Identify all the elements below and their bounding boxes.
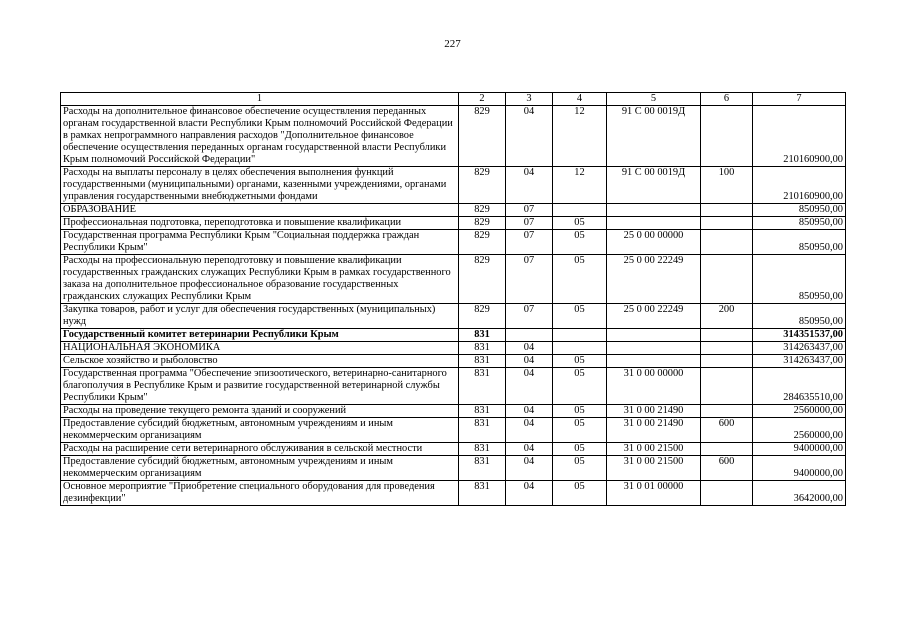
row-section-cell: 04	[506, 342, 553, 355]
row-subsection-cell	[553, 342, 607, 355]
row-sum-cell: 210160900,00	[753, 167, 846, 204]
table-row	[61, 167, 846, 204]
header-cell: 4	[553, 93, 607, 106]
row-subsection-cell: 05	[553, 217, 607, 230]
row-target-article-cell: 25 0 00 00000	[607, 230, 701, 255]
row-expense-type-cell	[701, 355, 753, 368]
row-grbs-cell: 829	[459, 106, 506, 167]
row-name-cell: Закупка товаров, работ и услуг для обеспечения государственных (муниципальных) нужд	[61, 304, 459, 329]
table-row	[61, 342, 846, 355]
table-row	[61, 368, 846, 405]
header-cell: 5	[607, 93, 701, 106]
row-subsection-cell: 05	[553, 481, 607, 506]
row-name-cell: Основное мероприятие "Приобретение специального оборудования для проведения дезинфекции"	[61, 481, 459, 506]
row-grbs-cell: 831	[459, 368, 506, 405]
row-expense-type-cell: 200	[701, 304, 753, 329]
row-target-article-cell: 91 С 00 0019Д	[607, 106, 701, 167]
row-sum-cell: 850950,00	[753, 204, 846, 217]
row-section-cell: 04	[506, 368, 553, 405]
row-grbs-cell: 831	[459, 405, 506, 418]
row-section-cell: 04	[506, 481, 553, 506]
row-expense-type-cell	[701, 255, 753, 304]
header-cell: 2	[459, 93, 506, 106]
row-target-article-cell: 91 С 00 0019Д	[607, 167, 701, 204]
row-subsection-cell: 12	[553, 106, 607, 167]
row-expense-type-cell	[701, 443, 753, 456]
row-target-article-cell	[607, 342, 701, 355]
row-target-article-cell	[607, 204, 701, 217]
row-grbs-cell: 829	[459, 217, 506, 230]
row-subsection-cell: 05	[553, 405, 607, 418]
row-name-cell: Предоставление субсидий бюджетным, автономным учреждениям и иным некоммерческим организациям	[61, 418, 459, 443]
row-target-article-cell	[607, 329, 701, 342]
row-target-article-cell	[607, 355, 701, 368]
row-subsection-cell: 05	[553, 368, 607, 405]
row-grbs-cell: 831	[459, 481, 506, 506]
table-row	[61, 443, 846, 456]
header-row	[61, 93, 846, 106]
row-subsection-cell: 12	[553, 167, 607, 204]
row-expense-type-cell	[701, 368, 753, 405]
row-name-cell: Расходы на выплаты персоналу в целях обеспечения выполнения функций государственными (муниципальными) органами, казенными учреждениями, органами управления государственными внебюджетными фондами	[61, 167, 459, 204]
table-row	[61, 418, 846, 443]
row-sum-cell: 850950,00	[753, 230, 846, 255]
row-subsection-cell: 05	[553, 355, 607, 368]
row-name-cell: Предоставление субсидий бюджетным, автономным учреждениям и иным некоммерческим организациям	[61, 456, 459, 481]
row-subsection-cell: 05	[553, 418, 607, 443]
row-expense-type-cell	[701, 342, 753, 355]
row-sum-cell: 3642000,00	[753, 481, 846, 506]
header-cell: 3	[506, 93, 553, 106]
row-section-cell: 04	[506, 456, 553, 481]
row-sum-cell: 850950,00	[753, 217, 846, 230]
row-sum-cell: 9400000,00	[753, 456, 846, 481]
row-grbs-cell: 831	[459, 329, 506, 342]
row-sum-cell: 314351537,00	[753, 329, 846, 342]
row-subsection-cell: 05	[553, 255, 607, 304]
row-target-article-cell: 31 0 00 21500	[607, 443, 701, 456]
row-name-cell: НАЦИОНАЛЬНАЯ ЭКОНОМИКА	[61, 342, 459, 355]
row-expense-type-cell	[701, 481, 753, 506]
row-target-article-cell: 31 0 00 21500	[607, 456, 701, 481]
row-section-cell: 04	[506, 355, 553, 368]
row-target-article-cell: 31 0 00 00000	[607, 368, 701, 405]
row-section-cell: 04	[506, 405, 553, 418]
row-name-cell: Сельское хозяйство и рыболовство	[61, 355, 459, 368]
row-name-cell: Профессиональная подготовка, переподготовка и повышение квалификации	[61, 217, 459, 230]
table-row	[61, 106, 846, 167]
row-section-cell: 04	[506, 443, 553, 456]
table-row	[61, 456, 846, 481]
row-target-article-cell	[607, 217, 701, 230]
row-section-cell: 07	[506, 230, 553, 255]
row-target-article-cell: 25 0 00 22249	[607, 255, 701, 304]
row-name-cell: ОБРАЗОВАНИЕ	[61, 204, 459, 217]
row-subsection-cell: 05	[553, 443, 607, 456]
header-cell: 7	[753, 93, 846, 106]
row-expense-type-cell	[701, 230, 753, 255]
row-target-article-cell: 31 0 00 21490	[607, 418, 701, 443]
row-grbs-cell: 829	[459, 304, 506, 329]
table-row	[61, 355, 846, 368]
row-subsection-cell: 05	[553, 456, 607, 481]
row-name-cell: Государственный комитет ветеринарии Республики Крым	[61, 329, 459, 342]
table-row	[61, 204, 846, 217]
row-grbs-cell: 831	[459, 418, 506, 443]
header-cell: 6	[701, 93, 753, 106]
row-sum-cell: 850950,00	[753, 304, 846, 329]
row-subsection-cell: 05	[553, 304, 607, 329]
row-grbs-cell: 829	[459, 230, 506, 255]
row-grbs-cell: 829	[459, 167, 506, 204]
row-section-cell: 07	[506, 204, 553, 217]
row-name-cell: Расходы на дополнительное финансовое обеспечение осуществления переданных органам государственной власти Республики Крым полномочий Российской Федерации в рамках непрограммного направления расходов "Дополнительное финансовое обеспечение осуществления переданных органам государственной власти Республики Крым полномочий Российской Федерации"	[61, 106, 459, 167]
row-subsection-cell: 05	[553, 230, 607, 255]
row-expense-type-cell	[701, 217, 753, 230]
header-cell: 1	[61, 93, 459, 106]
table-body	[61, 106, 846, 506]
row-section-cell: 07	[506, 217, 553, 230]
table-row	[61, 329, 846, 342]
row-sum-cell: 314263437,00	[753, 342, 846, 355]
row-target-article-cell: 31 0 00 21490	[607, 405, 701, 418]
table-row	[61, 405, 846, 418]
row-section-cell: 07	[506, 304, 553, 329]
row-sum-cell: 2560000,00	[753, 418, 846, 443]
budget-table	[60, 92, 846, 506]
table-row	[61, 230, 846, 255]
table-row	[61, 255, 846, 304]
row-grbs-cell: 831	[459, 443, 506, 456]
row-target-article-cell: 31 0 01 00000	[607, 481, 701, 506]
row-sum-cell: 314263437,00	[753, 355, 846, 368]
row-grbs-cell: 829	[459, 255, 506, 304]
row-name-cell: Государственная программа "Обеспечение эпизоотического, ветеринарно-санитарного благополучия в Республике Крым и развитие государственной ветеринарной службы Республики Крым"	[61, 368, 459, 405]
row-subsection-cell	[553, 204, 607, 217]
row-section-cell: 04	[506, 167, 553, 204]
row-sum-cell: 284635510,00	[753, 368, 846, 405]
row-section-cell	[506, 329, 553, 342]
row-grbs-cell: 831	[459, 456, 506, 481]
row-subsection-cell	[553, 329, 607, 342]
table-row	[61, 217, 846, 230]
row-expense-type-cell	[701, 405, 753, 418]
table-row	[61, 304, 846, 329]
row-section-cell: 07	[506, 255, 553, 304]
row-name-cell: Государственная программа Республики Крым "Социальная поддержка граждан Республики Крым"	[61, 230, 459, 255]
row-name-cell: Расходы на расширение сети ветеринарного обслуживания в сельской местности	[61, 443, 459, 456]
row-sum-cell: 210160900,00	[753, 106, 846, 167]
row-expense-type-cell	[701, 204, 753, 217]
row-section-cell: 04	[506, 418, 553, 443]
row-expense-type-cell: 600	[701, 418, 753, 443]
row-target-article-cell: 25 0 00 22249	[607, 304, 701, 329]
page-number: 227	[444, 38, 461, 50]
row-name-cell: Расходы на профессиональную переподготовку и повышение квалификации государственных гражданских служащих Республики Крым в рамках государственного заказа на дополнительное профессиональное образование государственных гражданских служащих Республики Крым	[61, 255, 459, 304]
table-row	[61, 481, 846, 506]
row-expense-type-cell	[701, 329, 753, 342]
row-section-cell: 04	[506, 106, 553, 167]
row-grbs-cell: 829	[459, 204, 506, 217]
row-expense-type-cell: 100	[701, 167, 753, 204]
row-sum-cell: 850950,00	[753, 255, 846, 304]
row-name-cell: Расходы на проведение текущего ремонта зданий и сооружений	[61, 405, 459, 418]
row-grbs-cell: 831	[459, 355, 506, 368]
row-expense-type-cell: 600	[701, 456, 753, 481]
row-grbs-cell: 831	[459, 342, 506, 355]
row-expense-type-cell	[701, 106, 753, 167]
row-sum-cell: 2560000,00	[753, 405, 846, 418]
row-sum-cell: 9400000,00	[753, 443, 846, 456]
